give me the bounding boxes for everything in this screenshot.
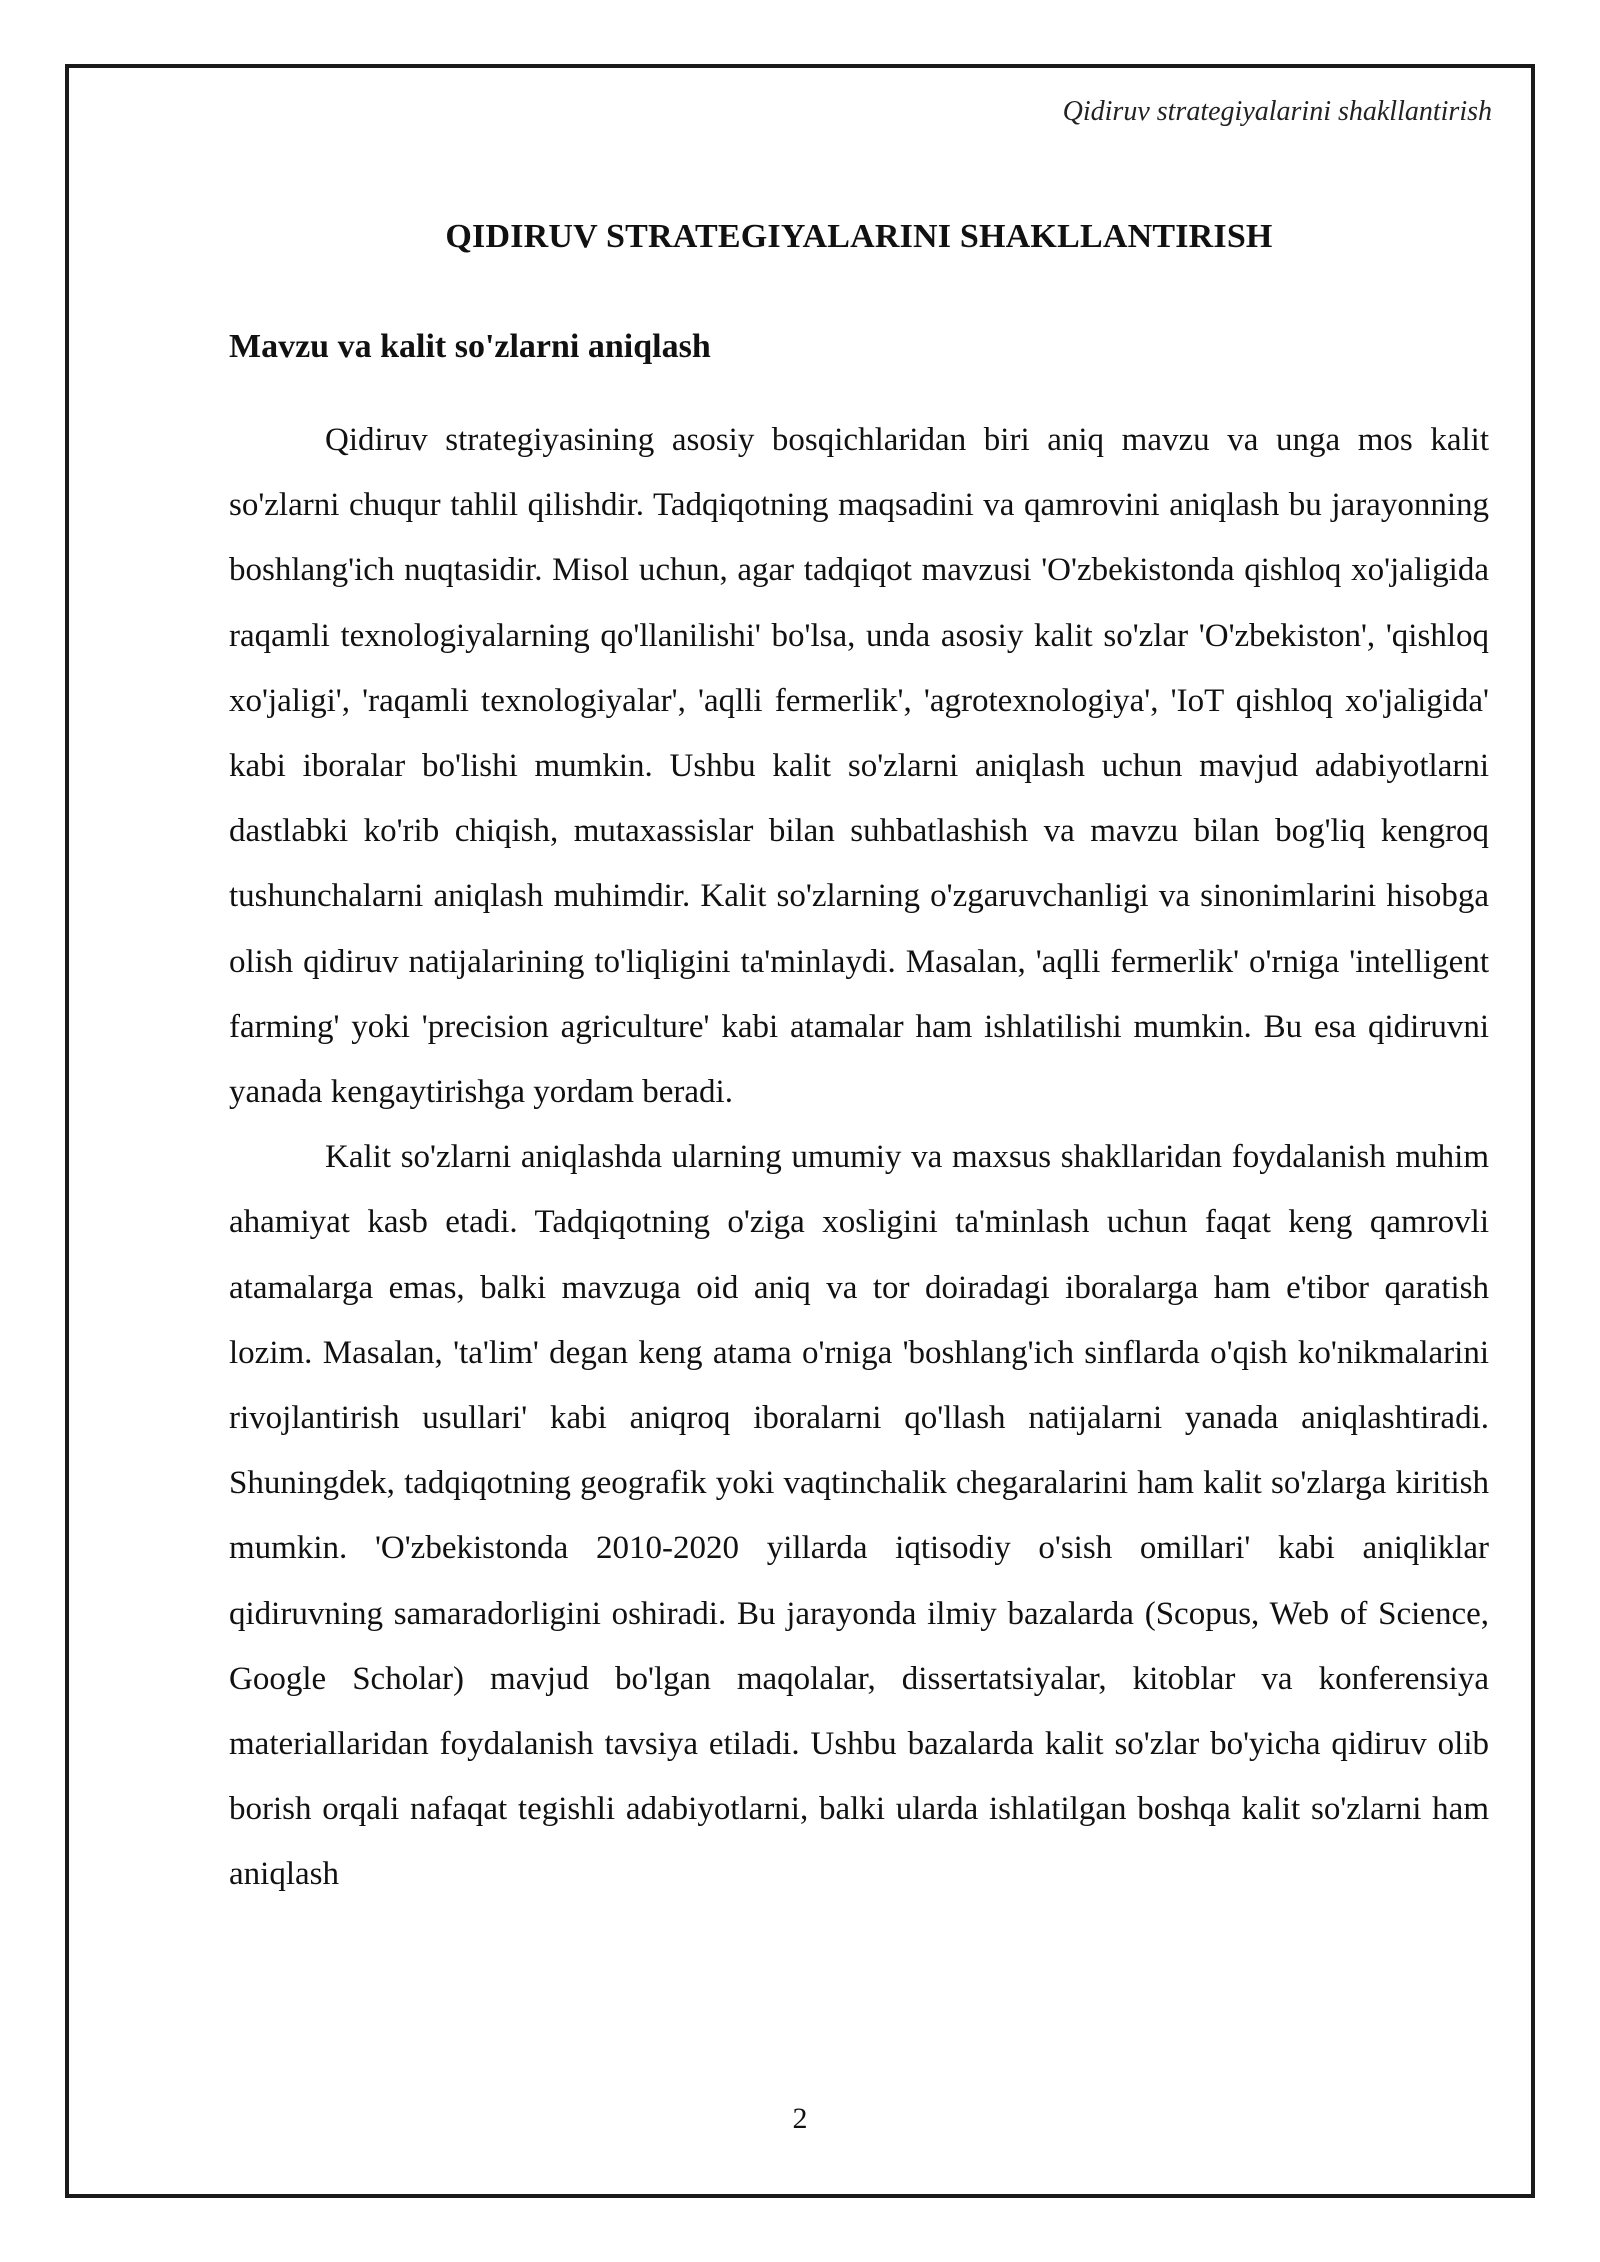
- running-header: Qidiruv strategiyalarini shakllantirish: [1062, 96, 1492, 127]
- body-text: [229, 408, 1489, 1908]
- document-title: QIDIRUV STRATEGIYALARINI SHAKLLANTIRISH: [445, 218, 1273, 255]
- page-number: 2: [792, 2102, 808, 2135]
- paragraph-1: Qidiruv strategiyasining asosiy bosqichlaridan biri aniq mavzu va unga mos kalit so'zlarni chuqur tahlil qilishdir. Tadqiqotning maqsadini va qamrovini aniqlash bu jarayonning boshlang'ich nuqtasidir. Misol uchun, agar tadqiqot mavzusi 'O'zbekistonda qishloq xo'jaligida raqamli texnologiyalarning qo'llanilishi' bo'lsa, unda asosiy kalit so'zlar 'O'zbekiston', 'qishloq xo'jaligi', 'raqamli texnologiyalar', 'aqlli fermerlik', 'agrotexnologiya', 'IoT qishloq xo'jaligida' kabi iboralar bo'lishi mumkin. Ushbu kalit so'zlarni aniqlash uchun mavjud adabiyotlarni dastlabki ko'rib chiqish, mutaxassislar bilan suhbatlashish va mavzu bilan bog'liq kengroq tushunchalarni aniqlash muhimdir. Kalit so'zlarning o'zgaruvchanligi va sinonimlarini hisobga olish qidiruv natijalarining to'liqligini ta'minlaydi. Masalan, 'aqlli fermerlik' o'rniga 'intelligent farming' yoki 'precision agriculture' kabi atamalar ham ishlatilishi mumkin. Bu esa qidiruvni yanada kengaytirishga yordam beradi.: [229, 422, 1489, 1111]
- paragraph-2: Kalit so'zlarni aniqlashda ularning umumiy va maxsus shakllaridan foydalanish muhim ahamiyat kasb etadi. Tadqiqotning o'ziga xosligini ta'minlash uchun faqat keng qamrovli atamalarga emas, balki mavzuga oid aniq va tor doiradagi iboralarga ham e'tibor qaratish lozim. Masalan, 'ta'lim' degan keng atama o'rniga 'boshlang'ich sinflarda o'qish ko'nikmalarini rivojlantirish usullari' kabi aniqroq iboralarni qo'llash natijalarni yanada aniqlashtiradi. Shuningdek, tadqiqotning geografik yoki vaqtinchalik chegaralarini ham kalit so'zlarga kiritish mumkin. 'O'zbekistonda 2010-2020 yillarda iqtisodiy o'sish omillari' kabi aniqliklar qidiruvning samaradorligini oshiradi. Bu jarayonda ilmiy bazalarda (Scopus, Web of Science, Google Scholar) mavjud bo'lgan maqolalar, dissertatsiyalar, kitoblar va konferensiya materiallaridan foydalanish tavsiya etiladi. Ushbu bazalarda kalit so'zlar bo'yicha qidiruv olib borish orqali nafaqat tegishli adabiyotlarni, balki ularda ishlatilgan boshqa kalit so'zlarni ham aniqlash: [229, 1139, 1489, 1893]
- section-heading: Mavzu va kalit so'zlarni aniqlash: [229, 328, 711, 365]
